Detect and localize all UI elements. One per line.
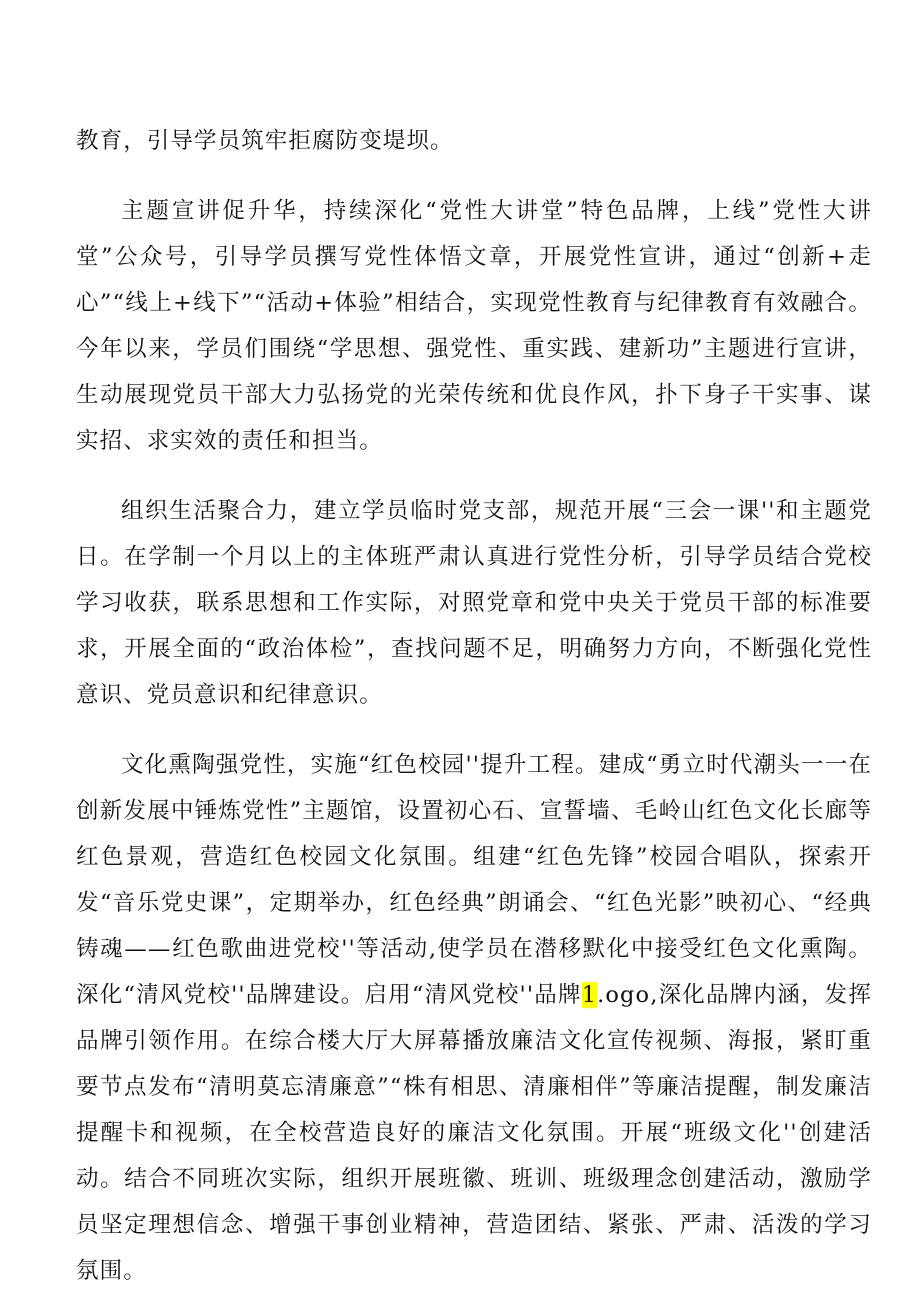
highlighted-text: 1	[581, 982, 598, 1008]
paragraph-4	[76, 742, 872, 1294]
paragraph-2: 主题宣讲促升华，持续深化“党性大讲堂”特色品牌，上线”党性大讲堂”公众号，引导学员撰写党性体悟文章，开展党性宣讲，通过“创新+走心”“线上+线下”“活动+体验”相结合，实现党性教育与纪律教育有效融合。今年以来，学员们围绕“学思想、强党性、重实践、建新功”主题进行宣讲，生动展现党员干部大力弘扬党的光荣传统和优良作风，扑下身子干实事、谋实招、求实效的责任和担当。	[76, 198, 872, 454]
paragraph-4-text-before: 文化熏陶强党性，实施“红色校园''提升工程。建成“勇立时代潮头一一在创新发展中锤炼党性”主题馆，设置初心石、宣誓墙、毛岭山红色文化长廊等红色景观，营造红色校园文化氛围。组建“红色先锋”校园合唱队，探索开发“音乐党史课”，定期举办，红色经典”朗诵会、“红色光影”映初心、“经典铸魂——红色歌曲进党校''等活动,使学员在潜移默化中接受红色文化熏陶。深化“清风党校''品牌建设。启用“清风党校''品牌	[76, 752, 872, 1008]
paragraph-4-text-after: .ogo,深化品牌内涵，发挥品牌引领作用。在综合楼大厅大屏幕播放廉洁文化宣传视频、海报，紧盯重要节点发布“清明莫忘清廉意”“株有相思、清廉相伴”等廉洁提醒，制发廉洁提醒卡和视频，在全校营造良好的廉洁文化氛围。开展“班级文化''创建活动。结合不同班次实际，组织开展班徽、班训、班级理念创建活动，激励学员坚定理想信念、增强干事创业精神，营造团结、紧张、严肃、活泼的学习氛围。	[76, 982, 873, 1284]
paragraph-1: 教育，引导学员筑牢拒腐防变堤坝。	[76, 128, 454, 154]
paragraph-3: 组织生活聚合力，建立学员临时党支部，规范开展“三会一课''和主题党日。在学制一个月以上的主体班严肃认真进行党性分析，引导学员结合党校学习收获，联系思想和工作实际，对照党章和党中央关于党员干部的标准要求，开展全面的“政治体检”，查找问题不足，明确努力方向，不断强化党性意识、党员意识和纪律意识。	[76, 498, 872, 708]
